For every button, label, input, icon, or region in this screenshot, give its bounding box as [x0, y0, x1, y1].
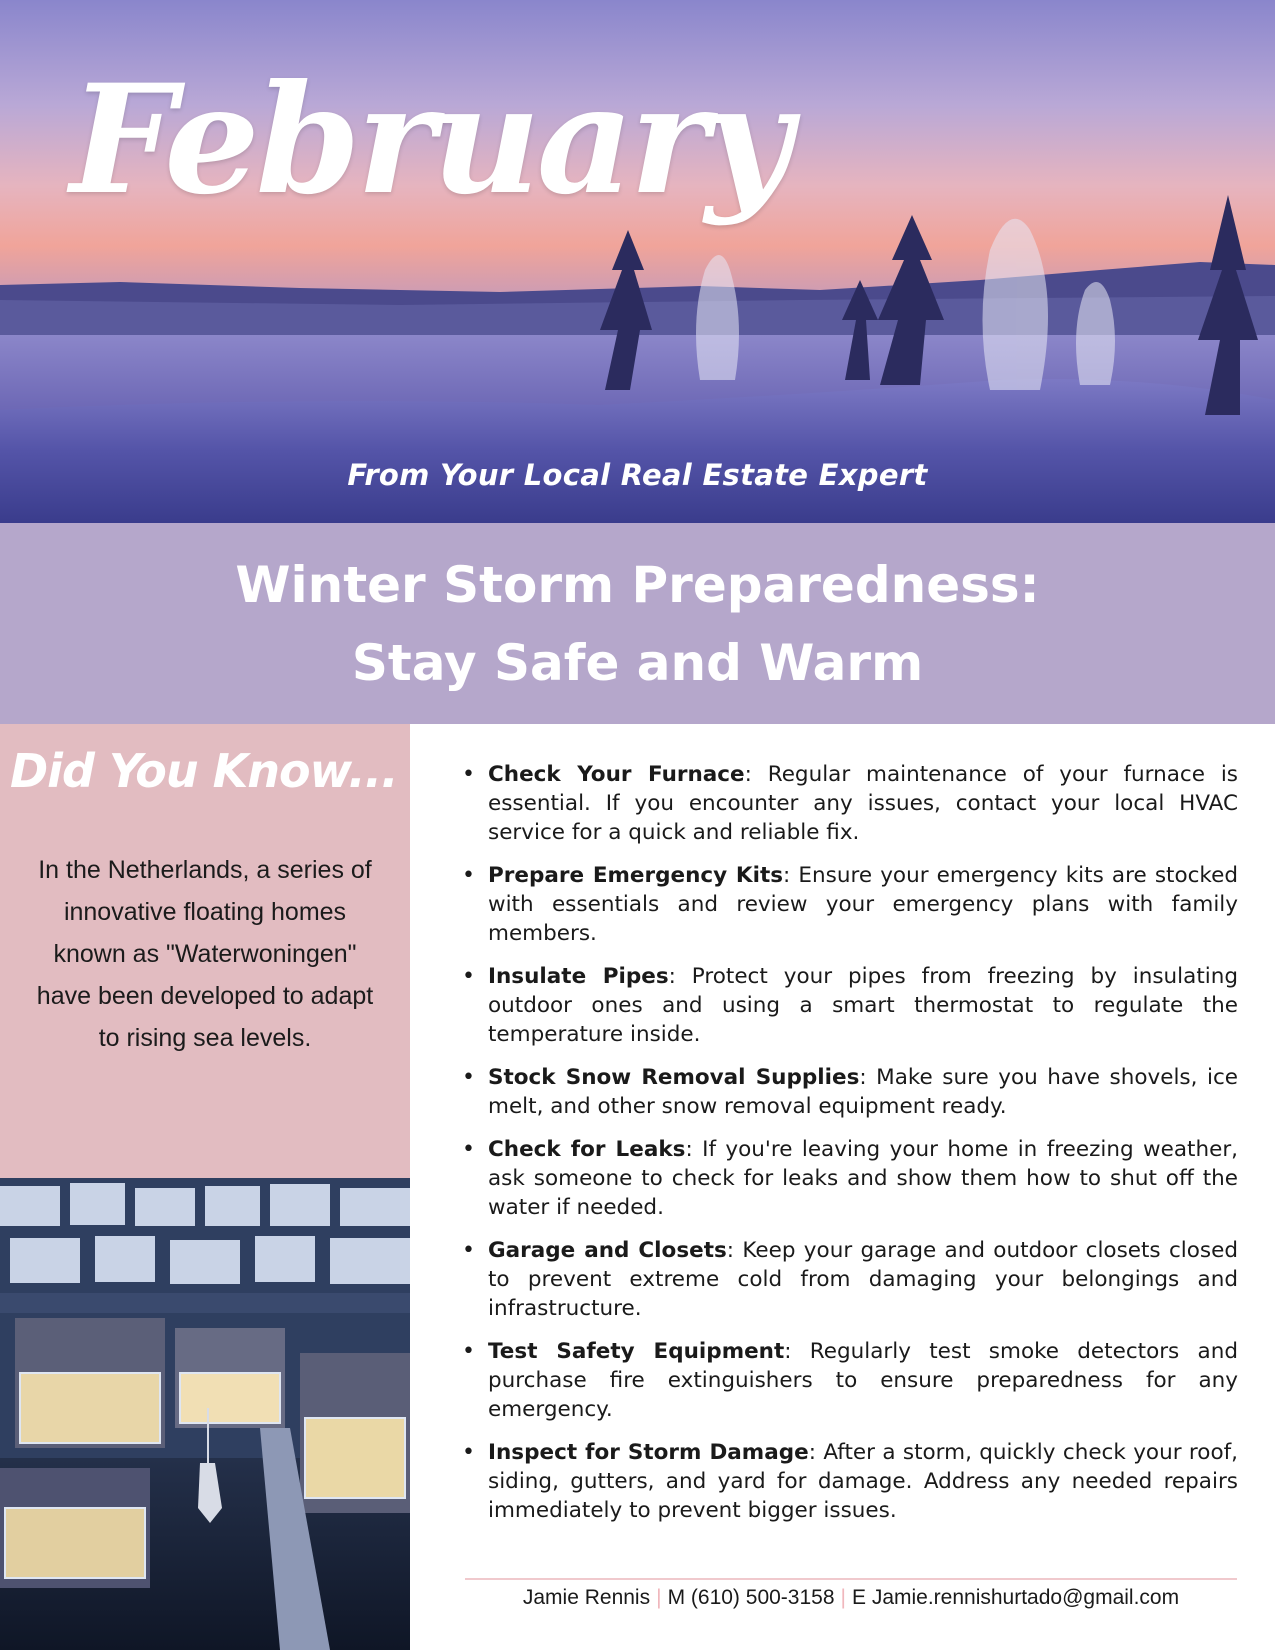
tip-title: Prepare Emergency Kits	[488, 863, 784, 888]
tip-title: Test Safety Equipment	[488, 1339, 785, 1364]
tip-title: Insulate Pipes	[488, 964, 669, 989]
list-item	[460, 1337, 1238, 1424]
list-item	[460, 1063, 1238, 1121]
tip-text: : Keep your garage and outdoor closets closed to prevent extreme cold from damaging your belongings and infrastructure.	[488, 1238, 1238, 1321]
did-you-know-sidebar	[0, 724, 410, 1650]
did-you-know-heading: Did You Know...	[10, 744, 398, 798]
tip-title: Garage and Closets	[488, 1238, 727, 1263]
tip-text: : If you're leaving your home in freezing weather, ask someone to check for leaks and show them how to shut off the water if needed.	[488, 1137, 1238, 1220]
headline-line-2: Stay Safe and Warm	[351, 633, 924, 692]
list-item	[460, 1438, 1238, 1525]
tip-title: Inspect for Storm Damage	[488, 1440, 809, 1465]
tip-text: : Protect your pipes from freezing by insulating outdoor ones and using a smart thermostat to regulate the temperature inside.	[488, 964, 1238, 1047]
tip-title: Check for Leaks	[488, 1137, 686, 1162]
tips-list	[460, 760, 1238, 1539]
list-item	[460, 861, 1238, 948]
footer-separator: |	[840, 1586, 846, 1609]
contact-footer	[465, 1586, 1237, 1610]
tip-title: Stock Snow Removal Supplies	[488, 1065, 860, 1090]
tip-text: : After a storm, quickly check your roof, siding, gutters, and yard for damage. Address any needed repairs immediately to prevent bigger issues.	[488, 1440, 1239, 1523]
list-item	[460, 760, 1238, 847]
tip-title: Check Your Furnace	[488, 762, 745, 787]
list-item	[460, 962, 1238, 1049]
agent-email: E Jamie.rennishurtado@gmail.com	[851, 1586, 1180, 1609]
floating-homes-image	[0, 1178, 410, 1650]
fact-text: In the Netherlands, a series of innovative floating homes known as "Waterwoningen" have been developed to adapt to rising sea levels.	[36, 856, 374, 1052]
headline-line-1: Winter Storm Preparedness:	[235, 555, 1040, 614]
agent-phone: M (610) 500-3158	[667, 1586, 835, 1609]
footer-separator: |	[656, 1586, 662, 1609]
month-title: February	[70, 52, 789, 228]
tip-text: : Make sure you have shovels, ice melt, and other snow removal equipment ready.	[488, 1065, 1238, 1119]
list-item	[460, 1236, 1238, 1323]
tip-text: : Regular maintenance of your furnace is essential. If you encounter any issues, contact your local HVAC service for a quick and reliable fix.	[488, 762, 1238, 845]
tip-text: : Ensure your emergency kits are stocked with essentials and review your emergency plans with family members.	[488, 863, 1238, 946]
headline-banner	[0, 523, 1275, 724]
agent-name: Jamie Rennis	[522, 1586, 651, 1609]
list-item	[460, 1135, 1238, 1222]
tip-text: : Regularly test smoke detectors and purchase fire extinguishers to ensure preparedness for any emergency.	[488, 1339, 1238, 1422]
hero-section	[0, 0, 1275, 523]
hero-subtitle: From Your Local Real Estate Expert	[347, 458, 928, 492]
footer-divider	[465, 1578, 1237, 1580]
